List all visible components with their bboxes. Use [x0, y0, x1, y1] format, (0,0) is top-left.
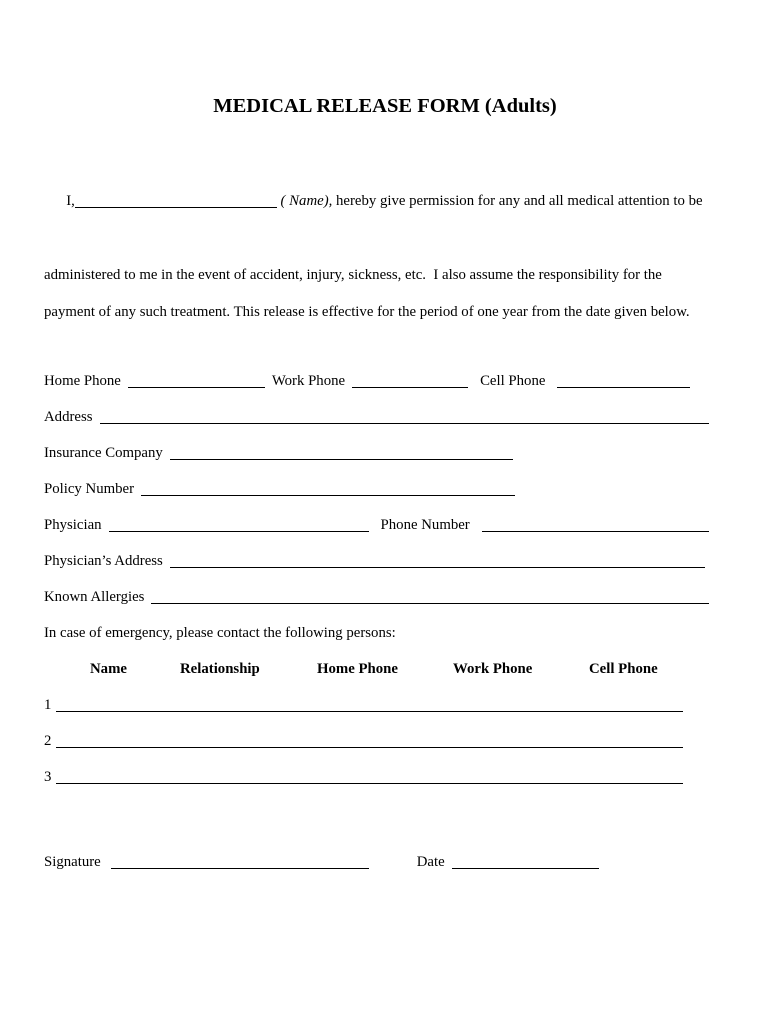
- intro-line-3: payment of any such treatment. This release is effective for the period of one year from the date given below.: [44, 304, 690, 320]
- signature-label: Signature: [44, 854, 101, 870]
- name-hint: ( Name),: [276, 193, 333, 209]
- phone-number-label: Phone Number: [380, 517, 470, 533]
- column-header-cell-phone: Cell Phone: [589, 661, 658, 677]
- row-number: 2: [44, 733, 52, 749]
- emergency-instruction: In case of emergency, please contact the following persons:: [44, 625, 396, 641]
- column-header-name: Name: [90, 661, 127, 677]
- policy-number-input-line[interactable]: [141, 481, 515, 496]
- signature-input-line[interactable]: [111, 854, 369, 869]
- column-header-relationship: Relationship: [180, 661, 260, 677]
- emergency-contact-row: [44, 768, 726, 787]
- home-phone-input-line[interactable]: [128, 373, 265, 388]
- emergency-contact-1-input-line[interactable]: [56, 697, 683, 712]
- work-phone-input-line[interactable]: [352, 373, 468, 388]
- emergency-table-header: [44, 660, 726, 679]
- intro-prefix: I,: [66, 193, 75, 209]
- known-allergies-row: [44, 588, 726, 607]
- phones-row: [44, 372, 726, 391]
- page-title: MEDICAL RELEASE FORM (Adults): [213, 95, 557, 117]
- physicians-address-row: [44, 552, 726, 571]
- intro-line-1-rest: hereby give permission for any and all medical attention to be: [332, 193, 703, 209]
- physician-label: Physician: [44, 517, 102, 533]
- column-header-home-phone: Home Phone: [317, 661, 398, 677]
- intro-paragraph: [44, 146, 726, 331]
- physician-input-line[interactable]: [109, 517, 369, 532]
- physician-phone-input-line[interactable]: [482, 517, 709, 532]
- emergency-contact-3-input-line[interactable]: [56, 769, 683, 784]
- work-phone-label: Work Phone: [271, 373, 346, 389]
- policy-number-row: [44, 480, 726, 499]
- intro-line-1: [44, 146, 726, 257]
- row-number: 3: [44, 769, 52, 785]
- intro-line-2: administered to me in the event of accident, injury, sickness, etc. I also assume the responsibility for the: [44, 267, 662, 283]
- cell-phone-label: Cell Phone: [480, 373, 546, 389]
- cell-phone-input-line[interactable]: [557, 373, 690, 388]
- physicians-address-label: Physician’s Address: [44, 553, 163, 569]
- address-input-line[interactable]: [100, 409, 709, 424]
- emergency-contact-row: [44, 732, 726, 751]
- emergency-contact-2-input-line[interactable]: [56, 733, 683, 748]
- policy-number-label: Policy Number: [44, 481, 135, 497]
- name-input-line[interactable]: [75, 193, 277, 208]
- home-phone-label: Home Phone: [44, 373, 121, 389]
- physicians-address-input-line[interactable]: [170, 553, 705, 568]
- signature-row: [44, 853, 726, 872]
- insurance-company-label: Insurance Company: [44, 445, 163, 461]
- insurance-company-input-line[interactable]: [170, 445, 513, 460]
- column-header-work-phone: Work Phone: [453, 661, 533, 677]
- row-number: 1: [44, 697, 52, 713]
- date-input-line[interactable]: [452, 854, 599, 869]
- physician-row: [44, 516, 726, 535]
- emergency-contact-row: [44, 696, 726, 715]
- known-allergies-label: Known Allergies: [44, 589, 145, 605]
- address-label: Address: [44, 409, 93, 425]
- insurance-company-row: [44, 444, 726, 463]
- date-label: Date: [416, 854, 445, 870]
- known-allergies-input-line[interactable]: [151, 589, 709, 604]
- address-row: [44, 408, 726, 427]
